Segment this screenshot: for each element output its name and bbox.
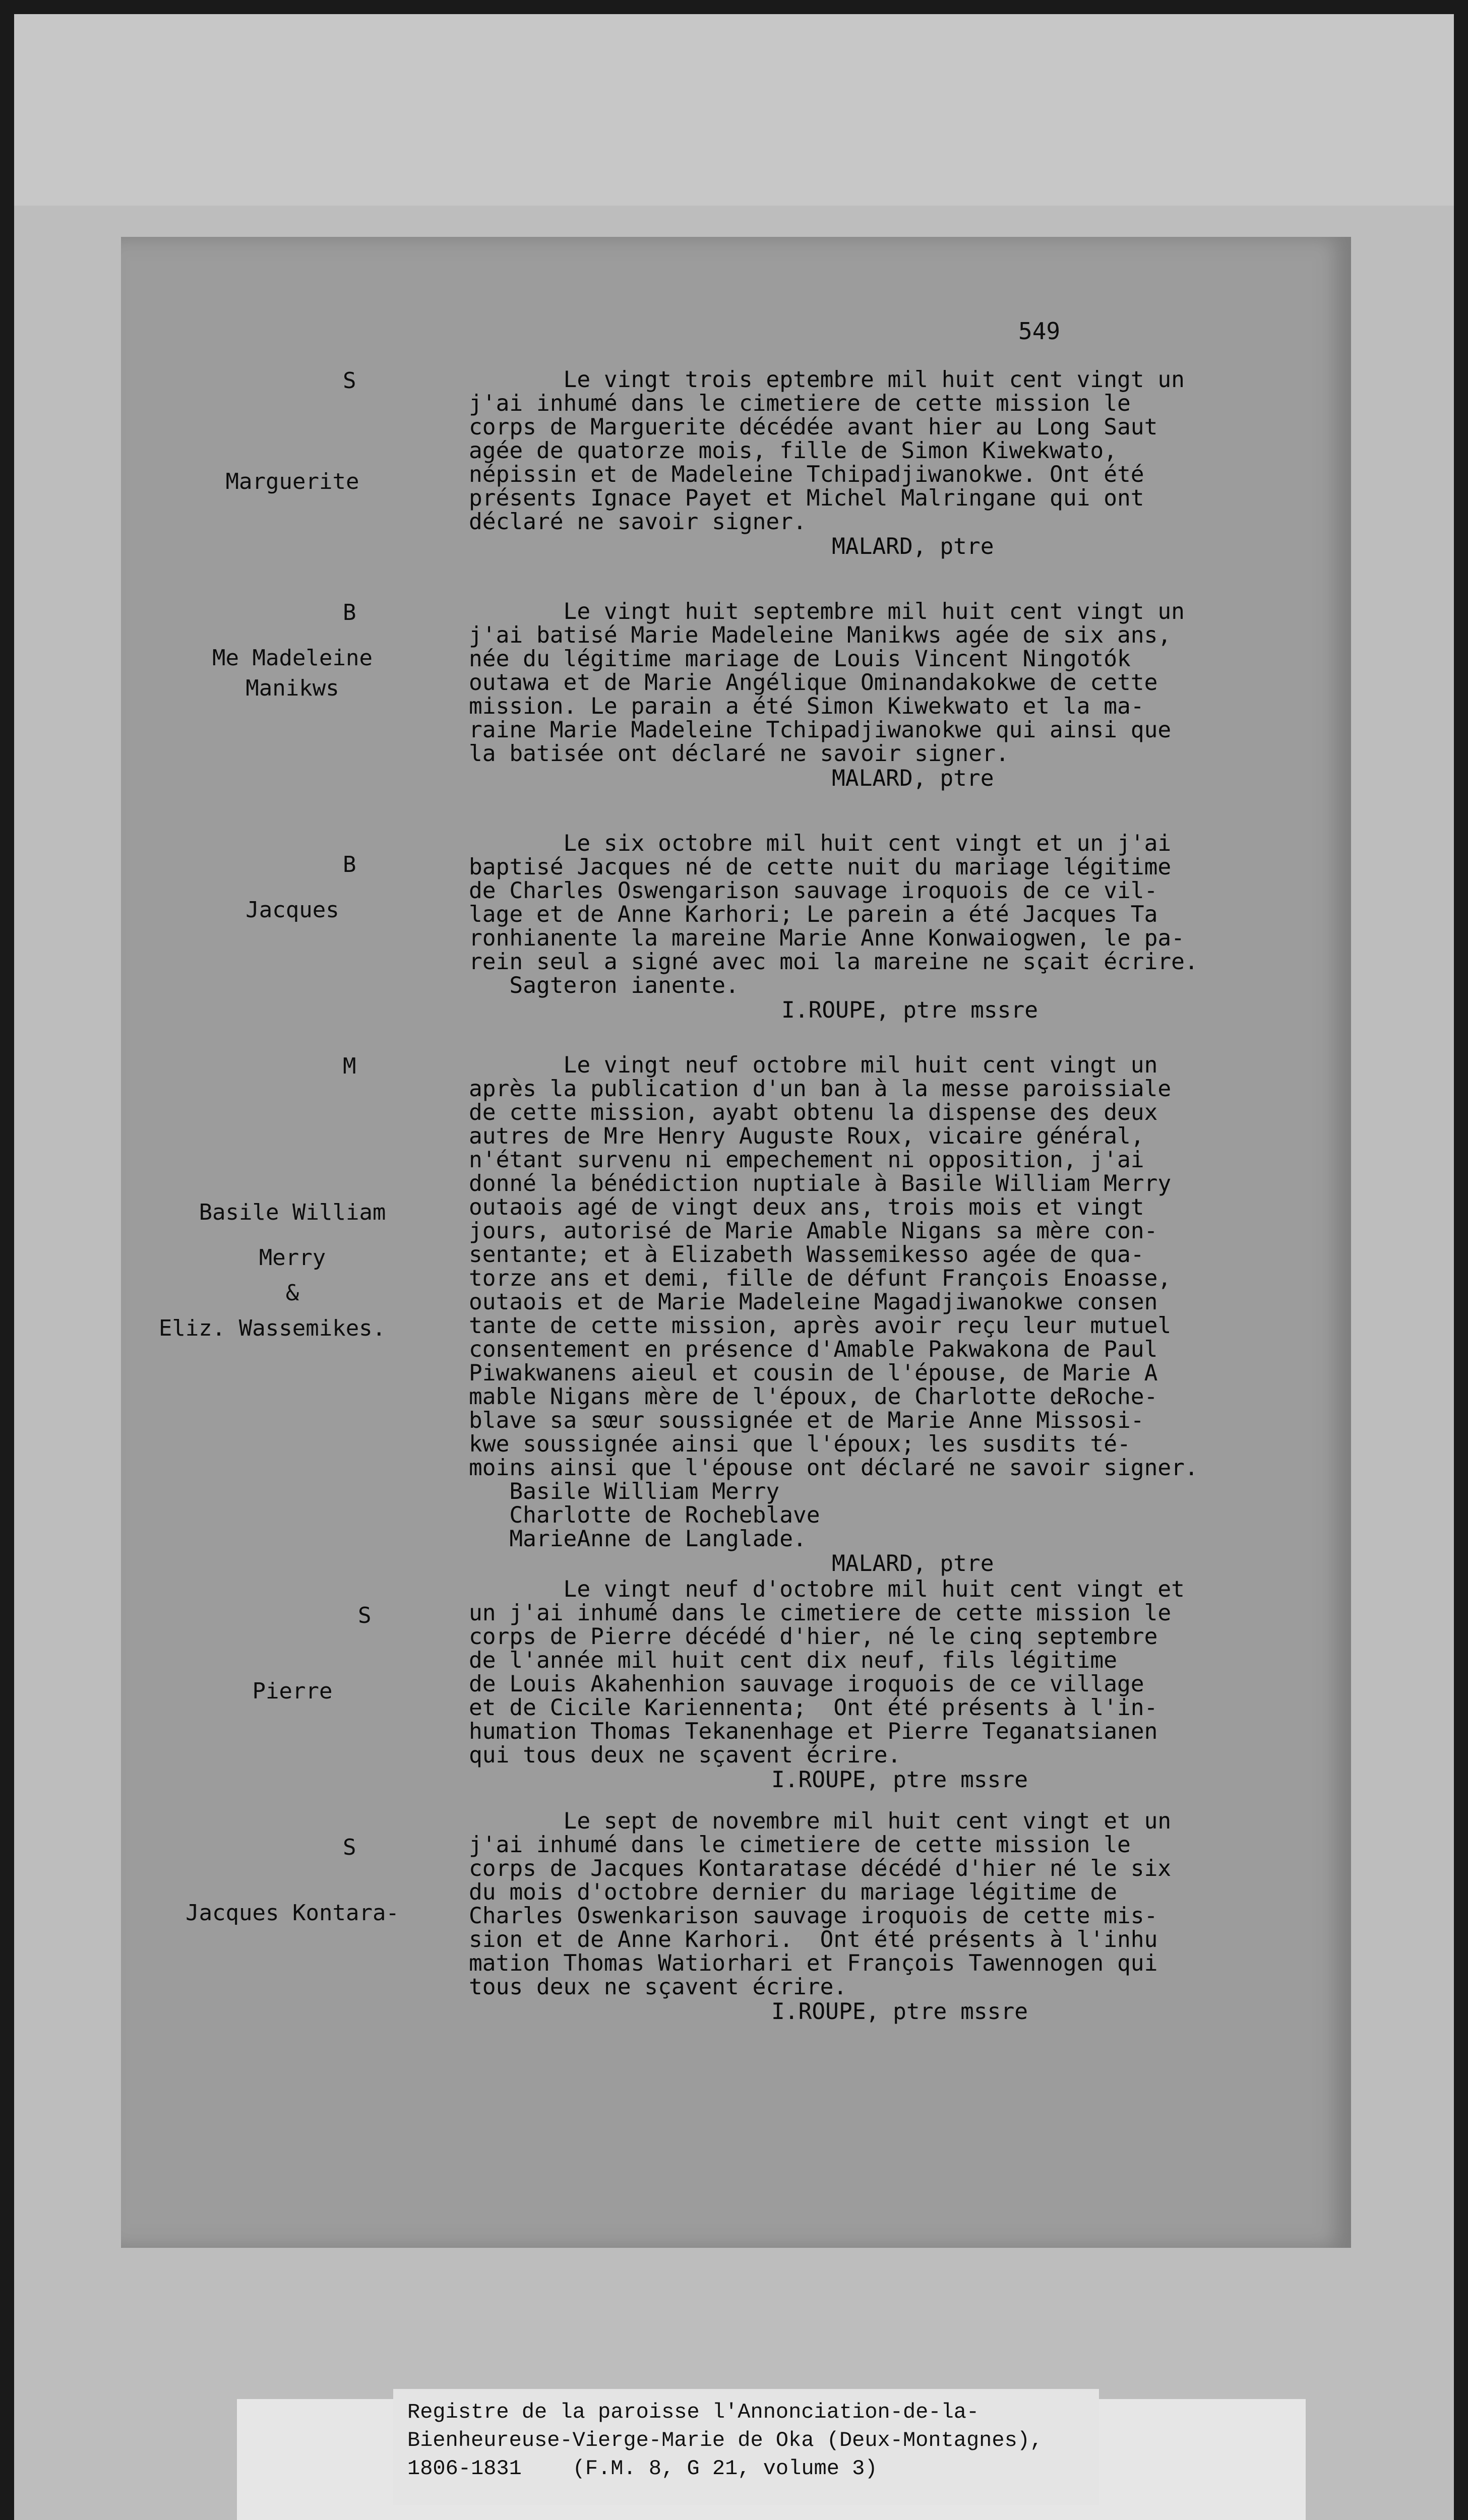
- entry-signature: MALARD, ptre: [832, 766, 994, 791]
- entry-signature: MALARD, ptre: [832, 534, 994, 559]
- entry-type-marker: M: [343, 1053, 356, 1079]
- entry-signature: I.ROUPE, ptre mssre: [771, 1999, 1028, 2025]
- register-page: [121, 237, 1351, 2248]
- archive-label-line: Bienheureuse-Vierge-Marie de Oka (Deux-Montagnes),: [407, 2428, 1043, 2452]
- entry-type-marker: S: [358, 1603, 372, 1628]
- entry-text-line: Le vingt huit septembre mil huit cent vingt un: [469, 599, 1185, 624]
- entry-text-line: lage et de Anne Karhori; Le parein a été Jacques Ta: [469, 902, 1158, 927]
- entry-text-line: autres de Mre Henry Auguste Roux, vicaire général,: [469, 1123, 1144, 1149]
- entry-text-line: moins ainsi que l'épouse ont déclaré ne savoir signer.: [469, 1455, 1198, 1481]
- entry-text-line: Basile William Merry: [469, 1479, 780, 1504]
- entry-text-line: kwe soussignée ainsi que l'époux; les susdits té-: [469, 1431, 1131, 1457]
- entry-text-line: Le vingt neuf d'octobre mil huit cent vingt et: [469, 1577, 1185, 1602]
- entry-text-line: corps de Jacques Kontaratase décédé d'hier né le six: [469, 1856, 1172, 1881]
- entry-margin-name: Manikws: [246, 675, 339, 701]
- entry-margin-name: Merry: [259, 1245, 326, 1271]
- entry-text-line: j'ai inhumé dans le cimetiere de cette mission le: [469, 1832, 1131, 1858]
- entry-text-line: la batisée ont déclaré ne savoir signer.: [469, 741, 1009, 767]
- entry-text-line: outaois et de Marie Madeleine Magadjiwanokwe consen: [469, 1289, 1158, 1315]
- entry-text-line: Le vingt neuf octobre mil huit cent vingt un: [469, 1052, 1158, 1078]
- entry-text-line: Piwakwanens aieul et cousin de l'épouse, de Marie A: [469, 1360, 1158, 1386]
- entry-text-line: j'ai inhumé dans le cimetiere de cette mission le: [469, 391, 1131, 416]
- entry-text: [469, 600, 1356, 766]
- entry-margin-name: &: [285, 1280, 299, 1306]
- entry-text-line: j'ai batisé Marie Madeleine Manikws agée de six ans,: [469, 622, 1172, 648]
- entry-type-marker: S: [343, 1835, 356, 1860]
- archive-label: [393, 2389, 1099, 2505]
- entry-type-marker: B: [343, 852, 356, 877]
- entry-margin-name: Pierre: [252, 1678, 333, 1704]
- entry-text-line: torze ans et demi, fille de défunt François Enoasse,: [469, 1266, 1172, 1291]
- entry-text-line: consentement en présence d'Amable Pakwakona de Paul: [469, 1337, 1158, 1362]
- entry-text-line: de cette mission, ayabt obtenu la dispense des deux: [469, 1100, 1158, 1125]
- entry-text-line: tous deux ne sçavent écrire.: [469, 1974, 847, 2000]
- entry-text-line: Le sept de novembre mil huit cent vingt et un: [469, 1808, 1172, 1834]
- entry-text: [469, 1053, 1356, 1551]
- entry-type-marker: B: [343, 600, 356, 625]
- entry-text-line: née du légitime mariage de Louis Vincent Ningotók: [469, 646, 1131, 672]
- entry-text-line: sentante; et à Elizabeth Wassemikesso agée de qua-: [469, 1242, 1144, 1268]
- entry-text-line: qui tous deux ne sçavent écrire.: [469, 1742, 901, 1768]
- entry-text-line: mable Nigans mère de l'époux, de Charlotte deRoche-: [469, 1384, 1158, 1410]
- entry-text-line: donné la bénédiction nuptiale à Basile William Merry: [469, 1171, 1172, 1196]
- entry-text-line: n'étant survenu ni empechement ni opposition, j'ai: [469, 1147, 1144, 1173]
- entry-type-marker: S: [343, 368, 356, 394]
- entry-text-line: humation Thomas Tekanenhage et Pierre Teganatsianen: [469, 1719, 1158, 1744]
- entry-text-line: du mois d'octobre dernier du mariage légitime de: [469, 1879, 1117, 1905]
- entry-text-line: et de Cicile Kariennenta; Ont été présents à l'in-: [469, 1695, 1158, 1721]
- entry-signature: MALARD, ptre: [832, 1551, 994, 1577]
- entry-text-line: déclaré ne savoir signer.: [469, 509, 807, 535]
- entry-text-line: tante de cette mission, après avoir reçu leur mutuel: [469, 1313, 1172, 1339]
- entry-margin-name: Jacques Kontara-: [186, 1900, 399, 1926]
- entry-text-line: agée de quatorze mois, fille de Simon Kiwekwato,: [469, 438, 1117, 464]
- archive-label-line: 1806-1831 (F.M. 8, G 21, volume 3): [407, 2456, 878, 2481]
- entry-text-line: mation Thomas Watiorhari et François Tawennogen qui: [469, 1950, 1158, 1976]
- entry-text-line: après la publication d'un ban à la messe paroissiale: [469, 1076, 1172, 1102]
- entry-text-line: MarieAnne de Langlade.: [469, 1526, 807, 1552]
- entry-text-line: de Louis Akahenhion sauvage iroquois de ce village: [469, 1671, 1144, 1697]
- entry-text-line: Sagteron ianente.: [469, 973, 739, 998]
- entry-text-line: mission. Le parain a été Simon Kiwekwato et la ma-: [469, 694, 1144, 719]
- archive-label-line: Registre de la paroisse l'Annonciation-de-la-: [407, 2400, 980, 2424]
- entry-text-line: sion et de Anne Karhori. Ont été présents à l'inhu: [469, 1927, 1158, 1952]
- entry-text-line: Le six octobre mil huit cent vingt et un j'ai: [469, 831, 1172, 856]
- entry-signature: I.ROUPE, ptre mssre: [771, 1767, 1028, 1793]
- film-margin: [14, 14, 1454, 206]
- entry-margin-name: Marguerite: [225, 469, 359, 494]
- entry-text-line: Charles Oswenkarison sauvage iroquois de cette mis-: [469, 1903, 1158, 1929]
- entry-text-line: corps de Pierre décédé d'hier, né le cinq septembre: [469, 1624, 1158, 1650]
- page-number: 549: [1018, 318, 1061, 345]
- entry-text-line: jours, autorisé de Marie Amable Nigans sa mère con-: [469, 1218, 1158, 1244]
- entry-text-line: rein seul a signé avec moi la mareine ne sçait écrire.: [469, 949, 1198, 975]
- entry-text: [469, 368, 1356, 534]
- entry-text-line: ronhianente la mareine Marie Anne Konwaiogwen, le pa-: [469, 925, 1185, 951]
- entry-margin-name: Eliz. Wassemikes.: [158, 1315, 386, 1341]
- entry-signature: I.ROUPE, ptre mssre: [781, 997, 1038, 1023]
- entry-text-line: de Charles Oswengarison sauvage iroquois de ce vil-: [469, 878, 1158, 904]
- entry-margin-name: Jacques: [246, 897, 339, 923]
- entry-text: [469, 832, 1356, 997]
- entry-text-line: Charlotte de Rocheblave: [469, 1502, 820, 1528]
- entry-margin-name: Me Madeleine: [212, 645, 373, 671]
- entry-text-line: présents Ignace Payet et Michel Malringane qui ont: [469, 485, 1144, 511]
- entry-text-line: outaois agé de vingt deux ans, trois mois et vingt: [469, 1194, 1144, 1220]
- entry-text-line: baptisé Jacques né de cette nuit du mariage légitime: [469, 854, 1172, 880]
- entry-text-line: de l'année mil huit cent dix neuf, fils légitime: [469, 1648, 1117, 1673]
- entry-text-line: un j'ai inhumé dans le cimetiere de cette mission le: [469, 1600, 1172, 1626]
- entry-text-line: népissin et de Madeleine Tchipadjiwanokwe. Ont été: [469, 462, 1144, 487]
- entry-text-line: Le vingt trois eptembre mil huit cent vingt un: [469, 367, 1185, 393]
- entry-text-line: corps de Marguerite décédée avant hier au Long Saut: [469, 414, 1158, 440]
- entry-text: [469, 1578, 1356, 1767]
- entry-text-line: blave sa sœur soussignée et de Marie Anne Missosi-: [469, 1408, 1144, 1433]
- entry-text-line: raine Marie Madeleine Tchipadjiwanokwe qui ainsi que: [469, 717, 1172, 743]
- entry-text-line: outawa et de Marie Angélique Ominandakokwe de cette: [469, 670, 1158, 696]
- entry-margin-name: Basile William: [199, 1200, 386, 1225]
- entry-text: [469, 1809, 1356, 1999]
